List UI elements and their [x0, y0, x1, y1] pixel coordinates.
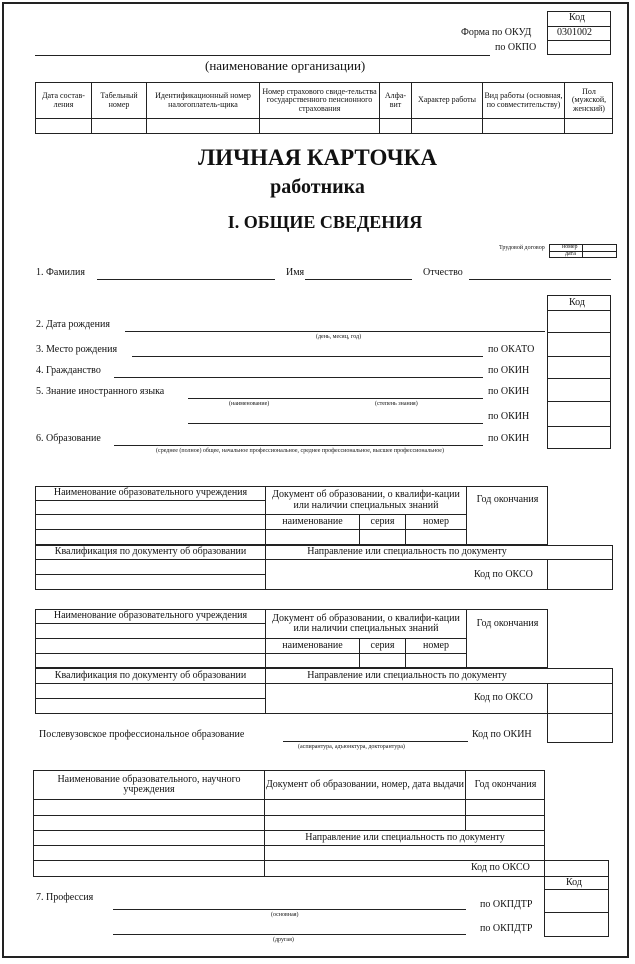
section-title: I. ОБЩИЕ СВЕДЕНИЯ	[227, 212, 423, 232]
top-col-tabnum: Табельный номер	[100, 91, 138, 109]
birth-date-label: 2. Дата рождения	[36, 319, 110, 330]
contract-date-label: дата	[565, 251, 576, 257]
surname-input[interactable]	[97, 279, 275, 280]
top-col-snils: Номер страхового свиде-тельства государственного пенсионного страхования	[262, 86, 377, 113]
okin3-label: по ОКИН	[488, 411, 530, 422]
edu2-number-header: номер	[423, 639, 449, 651]
education-input[interactable]	[114, 445, 483, 446]
edu1-year-header: Год окончания	[476, 494, 539, 506]
postgrad-label: Послевузовское профессиональное образование	[39, 729, 245, 740]
education-label: 6. Образование	[36, 433, 101, 444]
birth-date-hint: (день, месяц, год)	[316, 334, 362, 340]
profession-other-hint: (другая)	[273, 937, 294, 943]
language-input[interactable]	[188, 398, 483, 399]
okin4-label: по ОКИН	[488, 433, 530, 444]
sci-okso-box[interactable]	[544, 860, 609, 877]
lang-hint-name: (наименование)	[229, 401, 270, 407]
profession-other-input[interactable]	[113, 934, 466, 935]
education-hint: (среднее (полное) общее, начальное профессиональное, среднее профессиональное, высшее профессиональное)	[156, 448, 444, 454]
birth-place-input[interactable]	[132, 356, 483, 357]
org-name-line[interactable]	[35, 55, 490, 56]
sci-spec-header: Направление или специальность по документу	[305, 831, 505, 843]
edu2-inst-header: Наименование образовательного учреждения	[53, 610, 248, 622]
sci-doc-header: Документ об образовании, номер, дата выдачи	[265, 778, 465, 790]
title-line1: ЛИЧНАЯ КАРТОЧКА	[198, 145, 437, 170]
edu1-inst-header: Наименование образовательного учреждения	[53, 487, 248, 499]
edu2-qual-header: Квалификация по документу об образовании	[54, 669, 247, 681]
profession-main-input[interactable]	[113, 909, 466, 910]
profession-code-label: Код	[566, 877, 582, 888]
postgrad-hint: (аспирантура, адъюнктура, докторантура)	[298, 744, 405, 750]
surname-label: 1. Фамилия	[36, 267, 85, 278]
okpo-label: по ОКПО	[495, 42, 537, 53]
top-col-workkind: Вид работы (основная, по совместительству)	[484, 91, 563, 109]
sci-year-header: Год окончания	[474, 778, 537, 790]
edu2-year-header: Год окончания	[476, 617, 539, 629]
edu1-doc-header: Документ об образовании, о квалифи-кации или наличии специальных знаний	[272, 489, 460, 511]
okin1-label: по ОКИН	[488, 365, 530, 376]
edu2-okso-label: Код по ОКСО	[474, 692, 533, 703]
language-label: 5. Знание иностранного языка	[36, 386, 165, 397]
name-input[interactable]	[305, 279, 412, 280]
citizenship-label: 4. Гражданство	[36, 365, 101, 376]
birth-date-input[interactable]	[125, 331, 545, 332]
contract-label: Трудовой договор	[499, 245, 545, 251]
top-col-inn: Идентификационный номер налогоплатель-щика	[155, 91, 251, 109]
sci-inst-header: Наименование образовательного, научного учреждения	[57, 773, 241, 795]
name-label: Имя	[286, 267, 305, 278]
okpo-code-box[interactable]	[547, 40, 611, 55]
language2-input[interactable]	[188, 423, 483, 424]
okpdtr2-label: по ОКПДТР	[480, 923, 533, 934]
okud-code-value: 0301002	[557, 27, 592, 38]
edu2-doc-header: Документ об образовании, о квалифи-кации или наличии специальных знаний	[272, 612, 460, 634]
okpdtr1-label: по ОКПДТР	[480, 899, 533, 910]
postgrad-okin: Код по ОКИН	[472, 729, 532, 740]
contract-number-label: номер	[562, 244, 578, 250]
postgrad-input[interactable]	[283, 741, 468, 742]
edu2-spec-header: Направление или специальность по документу	[307, 669, 507, 681]
birth-place-label: 3. Место рождения	[36, 344, 118, 355]
top-col-gender: Пол (мужской, женский)	[571, 86, 607, 113]
top-col-worktype: Характер работы	[417, 95, 477, 105]
patronymic-label: Отчество	[423, 267, 463, 278]
profession-label: 7. Профессия	[36, 892, 94, 903]
profession-main-hint: (основная)	[271, 912, 299, 918]
postgrad-code-box[interactable]	[547, 713, 613, 743]
okud-label: Форма по ОКУД	[461, 27, 532, 38]
okato-label: по ОКАТО	[488, 344, 535, 355]
title-line2: работника	[270, 176, 365, 198]
top-col-date: Дата состав-ления	[42, 91, 85, 109]
patronymic-input[interactable]	[469, 279, 611, 280]
sci-okso-label: Код по ОКСО	[471, 862, 530, 873]
edu1-qual-header: Квалификация по документу об образовании	[54, 546, 247, 558]
edu1-series-header: серия	[370, 515, 395, 527]
code-column-label: Код	[569, 297, 585, 308]
lang-hint-level: (степень знания)	[375, 401, 418, 407]
edu2-docname-header: наименование	[282, 639, 343, 651]
okin2-label: по ОКИН	[488, 386, 530, 397]
edu1-docname-header: наименование	[282, 515, 343, 527]
edu1-number-header: номер	[423, 515, 449, 527]
top-col-alpha: Алфа-вит	[384, 91, 407, 109]
edu2-series-header: серия	[370, 639, 395, 651]
org-name-caption: (наименование организации)	[205, 58, 366, 73]
edu1-okso-label: Код по ОКСО	[474, 569, 533, 580]
citizenship-input[interactable]	[114, 377, 483, 378]
code-header-label: Код	[569, 12, 585, 23]
edu1-spec-header: Направление или специальность по документу	[307, 546, 507, 558]
